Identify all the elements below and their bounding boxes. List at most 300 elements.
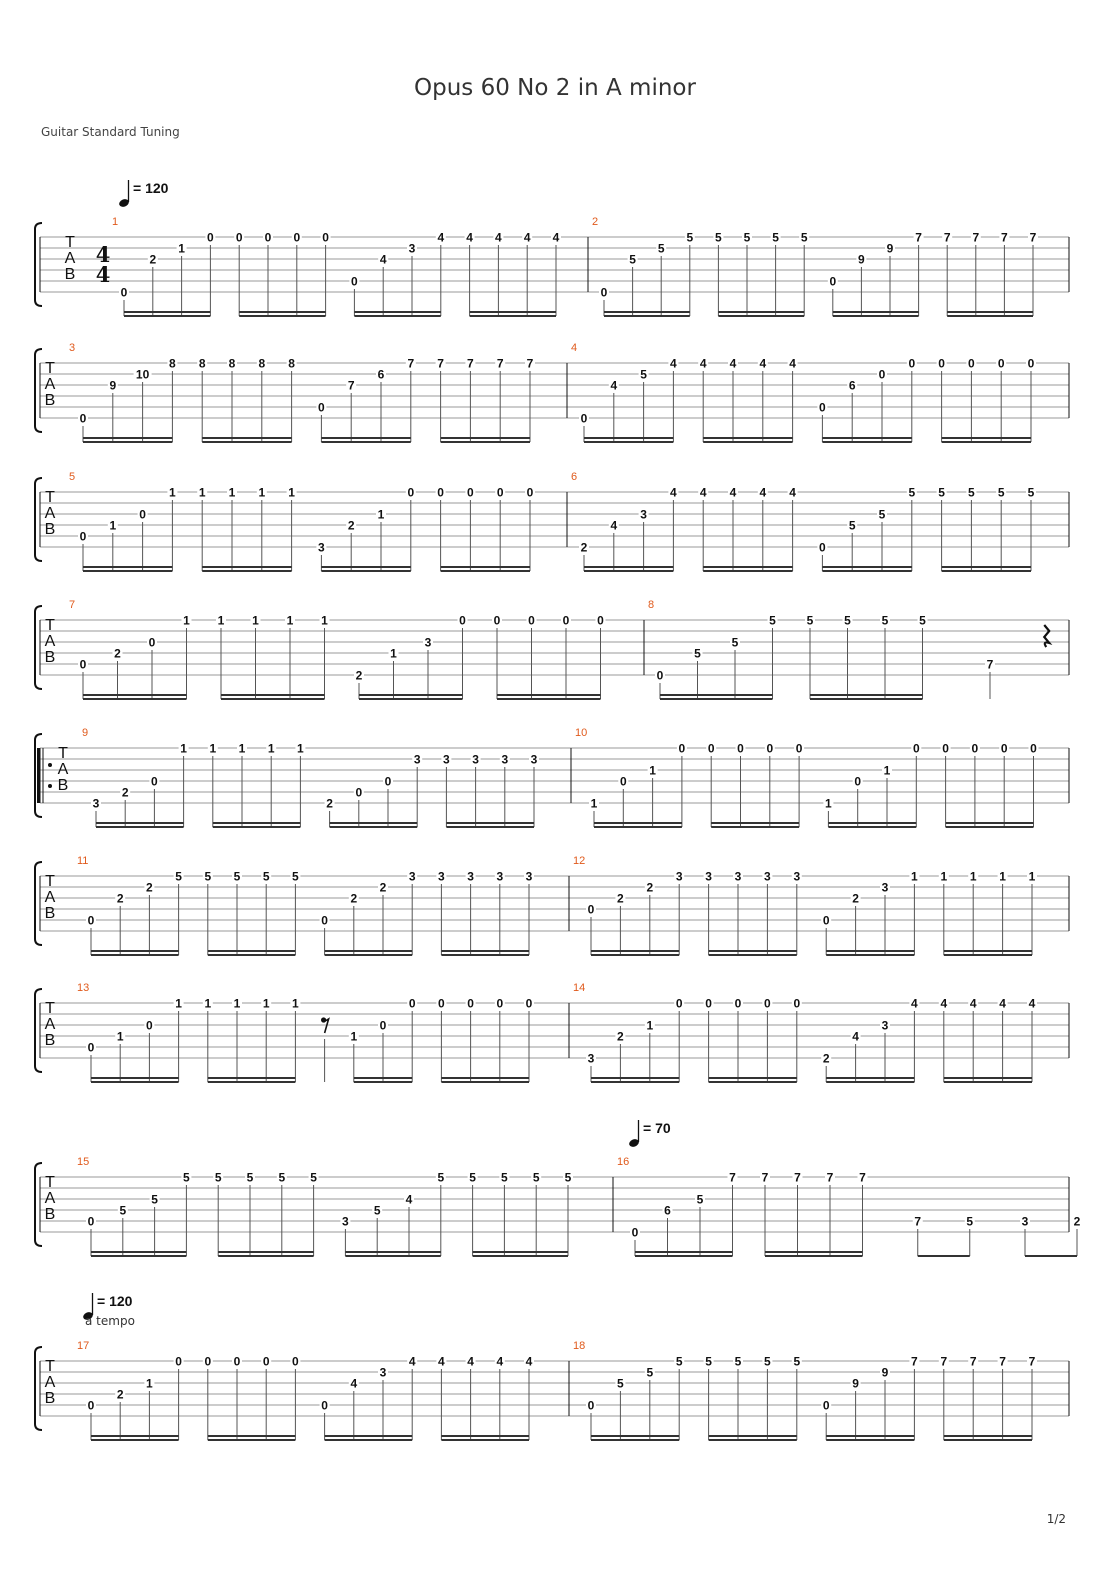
fret-number: 3 bbox=[472, 752, 479, 767]
fret-number: 7 bbox=[972, 230, 980, 245]
fret-number: 5 bbox=[629, 252, 636, 267]
fret-number: 1 bbox=[377, 507, 385, 522]
tab-letter: T bbox=[45, 1174, 55, 1191]
fret-number: 4 bbox=[852, 1029, 859, 1044]
fret-number: 5 bbox=[214, 1170, 222, 1185]
fret-number: 9 bbox=[858, 252, 865, 267]
fret-number: 4 bbox=[670, 485, 677, 500]
fret-number: 0 bbox=[148, 635, 156, 650]
fret-number: 4 bbox=[1028, 996, 1036, 1011]
tab-letter: B bbox=[44, 1390, 56, 1407]
measure-number: 18 bbox=[573, 1340, 586, 1352]
fret-number: 7 bbox=[526, 356, 534, 371]
fret-number: 0 bbox=[292, 1354, 299, 1369]
measure-number: 4 bbox=[571, 342, 578, 354]
fret-number: 5 bbox=[919, 613, 926, 628]
fret-number: 5 bbox=[233, 869, 241, 884]
fret-number: 7 bbox=[969, 1354, 977, 1369]
fret-number: 0 bbox=[766, 741, 774, 756]
measure-number: 3 bbox=[69, 342, 76, 354]
staff-system bbox=[35, 982, 1069, 1082]
fret-number: 4 bbox=[467, 1354, 474, 1369]
fret-number: 0 bbox=[1030, 741, 1037, 756]
repeat-dot bbox=[48, 784, 52, 788]
fret-number: 0 bbox=[587, 902, 595, 917]
measure-number: 13 bbox=[77, 982, 90, 994]
fret-number: 4 bbox=[438, 1354, 445, 1369]
fret-number: 1 bbox=[969, 869, 977, 884]
fret-number: 7 bbox=[1001, 230, 1008, 245]
fret-number: 0 bbox=[262, 1354, 270, 1369]
fret-number: 4 bbox=[405, 1192, 413, 1207]
fret-number: 7 bbox=[999, 1354, 1006, 1369]
tab-letter: A bbox=[44, 633, 56, 650]
measure-number: 8 bbox=[648, 599, 655, 611]
fret-number: 3 bbox=[379, 1365, 387, 1380]
fret-number: 0 bbox=[438, 996, 445, 1011]
fret-number: 1 bbox=[116, 1029, 124, 1044]
fret-number: 5 bbox=[694, 646, 701, 661]
fret-number: 0 bbox=[822, 1398, 830, 1413]
fret-number: 5 bbox=[743, 230, 751, 245]
fret-number: 3 bbox=[438, 869, 445, 884]
fret-number: 0 bbox=[1027, 356, 1035, 371]
fret-number: 2 bbox=[146, 880, 153, 895]
fret-number: 0 bbox=[264, 230, 272, 245]
fret-number: 1 bbox=[292, 996, 299, 1011]
fret-number: 4 bbox=[759, 485, 767, 500]
fret-number: 4 bbox=[789, 485, 796, 500]
fret-number: 0 bbox=[87, 913, 95, 928]
fret-number: 5 bbox=[938, 485, 945, 500]
system-bracket bbox=[35, 606, 42, 689]
fret-number: 4 bbox=[408, 1354, 416, 1369]
fret-number: 5 bbox=[734, 1354, 742, 1369]
fret-number: 0 bbox=[675, 996, 683, 1011]
fret-number: 1 bbox=[883, 763, 891, 778]
fret-number: 3 bbox=[587, 1051, 595, 1066]
tab-letter: T bbox=[45, 360, 55, 377]
fret-number: 1 bbox=[228, 485, 236, 500]
fret-number: 5 bbox=[640, 367, 647, 382]
fret-number: 5 bbox=[806, 613, 814, 628]
measure-number: 16 bbox=[617, 1156, 630, 1168]
fret-number: 3 bbox=[467, 869, 474, 884]
fret-number: 0 bbox=[526, 485, 534, 500]
fret-number: 7 bbox=[407, 356, 415, 371]
fret-number: 1 bbox=[390, 646, 397, 661]
fret-number: 1 bbox=[198, 485, 206, 500]
fret-number: 1 bbox=[286, 613, 294, 628]
tempo-mark bbox=[628, 1120, 671, 1148]
fret-number: 5 bbox=[151, 1192, 158, 1207]
fret-number: 0 bbox=[525, 996, 533, 1011]
staff-system bbox=[35, 471, 1069, 571]
fret-number: 1 bbox=[238, 741, 246, 756]
quarter-rest bbox=[1044, 625, 1049, 647]
time-signature-denominator: 4 bbox=[95, 262, 111, 287]
staff-system bbox=[35, 342, 1069, 442]
fret-number: 2 bbox=[852, 891, 859, 906]
fret-number: 0 bbox=[467, 485, 474, 500]
fret-number: 0 bbox=[795, 741, 803, 756]
fret-number: 2 bbox=[121, 785, 129, 800]
fret-number: 1 bbox=[321, 613, 328, 628]
fret-number: 0 bbox=[493, 613, 501, 628]
tab-letter: B bbox=[44, 1032, 56, 1049]
fret-number: 1 bbox=[233, 996, 241, 1011]
fret-number: 5 bbox=[908, 485, 916, 500]
fret-number: 5 bbox=[844, 613, 851, 628]
fret-number: 5 bbox=[1027, 485, 1035, 500]
fret-number: 0 bbox=[707, 741, 715, 756]
fret-number: 1 bbox=[262, 996, 270, 1011]
fret-number: 0 bbox=[87, 1398, 95, 1413]
staff-system bbox=[35, 727, 1069, 827]
fret-number: 0 bbox=[562, 613, 570, 628]
fret-number: 4 bbox=[466, 230, 473, 245]
fret-number: 0 bbox=[908, 356, 916, 371]
fret-number: 5 bbox=[646, 1365, 654, 1380]
fret-number: 8 bbox=[198, 356, 206, 371]
fret-number: 0 bbox=[87, 1040, 95, 1055]
measure-number: 5 bbox=[69, 471, 76, 483]
fret-number: 4 bbox=[670, 356, 677, 371]
fret-number: 0 bbox=[459, 613, 466, 628]
fret-number: 5 bbox=[246, 1170, 254, 1185]
fret-number: 0 bbox=[764, 996, 771, 1011]
fret-number: 2 bbox=[1073, 1214, 1081, 1229]
fret-number: 0 bbox=[528, 613, 535, 628]
fret-number: 0 bbox=[79, 411, 87, 426]
time-signature-numerator: 4 bbox=[95, 242, 111, 267]
fret-number: 0 bbox=[407, 485, 415, 500]
eighth-rest bbox=[324, 1019, 329, 1033]
measure-number: 7 bbox=[69, 599, 76, 611]
measure-number: 2 bbox=[592, 216, 599, 228]
fret-number: 1 bbox=[350, 1029, 358, 1044]
fret-number: 5 bbox=[469, 1170, 476, 1185]
fret-number: 7 bbox=[986, 657, 994, 672]
measure-number: 9 bbox=[82, 727, 89, 739]
fret-number: 1 bbox=[267, 741, 275, 756]
fret-number: 7 bbox=[940, 1354, 948, 1369]
measure-number: 14 bbox=[573, 982, 586, 994]
fret-number: 3 bbox=[764, 869, 771, 884]
fret-number: 0 bbox=[139, 507, 146, 522]
fret-number: 0 bbox=[322, 230, 329, 245]
fret-number: 4 bbox=[525, 1354, 533, 1369]
fret-number: 4 bbox=[552, 230, 560, 245]
fret-number: 2 bbox=[617, 891, 624, 906]
fret-number: 7 bbox=[794, 1170, 801, 1185]
fret-number: 0 bbox=[496, 485, 504, 500]
fret-number: 0 bbox=[79, 657, 87, 672]
fret-number: 5 bbox=[373, 1203, 381, 1218]
fret-number: 0 bbox=[496, 996, 504, 1011]
fret-number: 9 bbox=[886, 241, 894, 256]
tab-letter: B bbox=[44, 1206, 56, 1223]
fret-number: 1 bbox=[146, 1376, 153, 1391]
fret-number: 0 bbox=[587, 1398, 595, 1413]
tempo-mark bbox=[82, 1293, 135, 1328]
fret-number: 4 bbox=[495, 230, 502, 245]
repeat-thick-bar bbox=[37, 748, 40, 803]
fret-number: 5 bbox=[715, 230, 722, 245]
tab-letter: T bbox=[45, 489, 55, 506]
fret-number: 7 bbox=[437, 356, 444, 371]
measure-number: 15 bbox=[77, 1156, 90, 1168]
fret-number: 0 bbox=[819, 540, 826, 555]
measure-number: 6 bbox=[571, 471, 578, 483]
fret-number: 0 bbox=[351, 274, 358, 289]
fret-number: 0 bbox=[938, 356, 945, 371]
tempo-mark bbox=[118, 180, 169, 208]
fret-number: 5 bbox=[793, 1354, 801, 1369]
fret-number: 1 bbox=[825, 796, 832, 811]
fret-number: 4 bbox=[729, 485, 737, 500]
fret-number: 5 bbox=[119, 1203, 127, 1218]
fret-number: 5 bbox=[278, 1170, 286, 1185]
fret-number: 0 bbox=[379, 1018, 387, 1033]
fret-number: 5 bbox=[686, 230, 694, 245]
tab-letter: T bbox=[58, 745, 68, 762]
fret-number: 5 bbox=[772, 230, 779, 245]
fret-number: 5 bbox=[675, 1354, 683, 1369]
fret-number: 5 bbox=[800, 230, 808, 245]
fret-number: 3 bbox=[530, 752, 538, 767]
fret-number: 3 bbox=[496, 869, 504, 884]
fret-number: 4 bbox=[999, 996, 1006, 1011]
fret-number: 2 bbox=[580, 540, 588, 555]
fret-number: 3 bbox=[443, 752, 450, 767]
fret-number: 0 bbox=[321, 1398, 328, 1413]
tab-letter: T bbox=[45, 873, 55, 890]
fret-number: 7 bbox=[859, 1170, 866, 1185]
fret-number: 0 bbox=[355, 785, 363, 800]
system-bracket bbox=[35, 1163, 42, 1246]
fret-number: 7 bbox=[496, 356, 504, 371]
fret-number: 5 bbox=[881, 613, 889, 628]
fret-number: 0 bbox=[120, 285, 128, 300]
tab-letter: A bbox=[44, 376, 56, 393]
fret-number: 7 bbox=[943, 230, 951, 245]
fret-number: 2 bbox=[326, 796, 333, 811]
fret-number: 4 bbox=[610, 378, 618, 393]
fret-number: 8 bbox=[288, 356, 295, 371]
fret-number: 0 bbox=[878, 367, 886, 382]
fret-number: 1 bbox=[999, 869, 1006, 884]
measure-number: 12 bbox=[573, 855, 586, 867]
fret-number: 3 bbox=[92, 796, 100, 811]
fret-number: 1 bbox=[217, 613, 225, 628]
tab-letter: A bbox=[44, 1190, 56, 1207]
fret-number: 0 bbox=[384, 774, 392, 789]
fret-number: 5 bbox=[997, 485, 1005, 500]
fret-number: 4 bbox=[699, 485, 707, 500]
fret-number: 0 bbox=[619, 774, 627, 789]
fret-number: 4 bbox=[911, 996, 918, 1011]
fret-number: 0 bbox=[235, 230, 243, 245]
system-bracket bbox=[35, 862, 42, 945]
fret-number: 3 bbox=[881, 1018, 889, 1033]
fret-number: 4 bbox=[496, 1354, 504, 1369]
fret-number: 0 bbox=[997, 356, 1005, 371]
fret-number: 9 bbox=[109, 378, 117, 393]
fret-number: 1 bbox=[940, 869, 948, 884]
system-bracket bbox=[35, 223, 42, 306]
fret-number: 5 bbox=[769, 613, 776, 628]
fret-number: 0 bbox=[737, 741, 744, 756]
fret-number: 3 bbox=[734, 869, 742, 884]
fret-number: 1 bbox=[183, 613, 190, 628]
tab-letter: A bbox=[44, 505, 56, 522]
fret-number: 5 bbox=[262, 869, 270, 884]
fret-number: 10 bbox=[135, 367, 150, 382]
fret-number: 0 bbox=[146, 1018, 153, 1033]
fret-number: 0 bbox=[318, 400, 325, 415]
fret-number: 1 bbox=[258, 485, 266, 500]
fret-number: 5 bbox=[617, 1376, 624, 1391]
fret-number: 2 bbox=[646, 880, 654, 895]
fret-number: 1 bbox=[590, 796, 598, 811]
fret-number: 2 bbox=[350, 891, 358, 906]
fret-number: 2 bbox=[347, 518, 355, 533]
fret-number: 0 bbox=[971, 741, 979, 756]
tab-letter: A bbox=[57, 761, 69, 778]
fret-number: 8 bbox=[228, 356, 236, 371]
fret-number: 3 bbox=[1021, 1214, 1029, 1229]
fret-number: 3 bbox=[525, 869, 533, 884]
fret-number: 4 bbox=[759, 356, 767, 371]
fret-number: 5 bbox=[532, 1170, 540, 1185]
fret-number: 7 bbox=[729, 1170, 736, 1185]
fret-number: 0 bbox=[597, 613, 604, 628]
fret-number: 2 bbox=[114, 646, 121, 661]
fret-number: 7 bbox=[1029, 230, 1037, 245]
fret-number: 6 bbox=[377, 367, 385, 382]
staff-system bbox=[35, 1340, 1069, 1440]
fret-number: 0 bbox=[321, 913, 328, 928]
fret-number: 3 bbox=[408, 869, 416, 884]
fret-number: 2 bbox=[617, 1029, 624, 1044]
fret-number: 5 bbox=[764, 1354, 771, 1369]
fret-number: 2 bbox=[379, 880, 387, 895]
fret-number: 1 bbox=[178, 241, 185, 256]
score-title: Opus 60 No 2 in A minor bbox=[414, 75, 696, 101]
tab-letter: A bbox=[64, 250, 76, 267]
fret-number: 7 bbox=[915, 230, 922, 245]
fret-number: 5 bbox=[731, 635, 739, 650]
tab-letter: B bbox=[64, 266, 76, 283]
fret-number: 0 bbox=[293, 230, 301, 245]
fret-number: 5 bbox=[705, 1354, 712, 1369]
fret-number: 2 bbox=[116, 891, 124, 906]
fret-number: 4 bbox=[523, 230, 531, 245]
fret-number: 0 bbox=[968, 356, 975, 371]
fret-number: 5 bbox=[204, 869, 212, 884]
fret-number: 7 bbox=[911, 1354, 918, 1369]
fret-number: 0 bbox=[854, 774, 862, 789]
fret-number: 5 bbox=[437, 1170, 445, 1185]
fret-number: 1 bbox=[180, 741, 187, 756]
fret-number: 0 bbox=[151, 774, 158, 789]
tab-letter: T bbox=[65, 234, 75, 251]
fret-number: 0 bbox=[175, 1354, 182, 1369]
tab-letter: T bbox=[45, 1000, 55, 1017]
fret-number: 0 bbox=[233, 1354, 241, 1369]
fret-number: 0 bbox=[793, 996, 801, 1011]
fret-number: 1 bbox=[297, 741, 304, 756]
fret-number: 5 bbox=[657, 241, 665, 256]
fret-number: 5 bbox=[501, 1170, 508, 1185]
fret-number: 7 bbox=[347, 378, 355, 393]
fret-number: 4 bbox=[729, 356, 737, 371]
fret-number: 3 bbox=[881, 880, 889, 895]
fret-number: 1 bbox=[646, 1018, 654, 1033]
fret-number: 5 bbox=[183, 1170, 190, 1185]
tab-letter: B bbox=[57, 777, 69, 794]
tab-letter: B bbox=[44, 521, 56, 538]
fret-number: 5 bbox=[878, 507, 886, 522]
fret-number: 1 bbox=[649, 763, 656, 778]
system-bracket bbox=[35, 349, 42, 432]
fret-number: 0 bbox=[467, 996, 474, 1011]
fret-number: 0 bbox=[705, 996, 712, 1011]
fret-number: 0 bbox=[912, 741, 920, 756]
fret-number: 5 bbox=[696, 1192, 704, 1207]
fret-number: 4 bbox=[789, 356, 796, 371]
tempo-value: = 120 bbox=[133, 180, 169, 196]
fret-number: 7 bbox=[467, 356, 474, 371]
fret-number: 9 bbox=[852, 1376, 859, 1391]
fret-number: 0 bbox=[734, 996, 742, 1011]
fret-number: 4 bbox=[350, 1376, 358, 1391]
fret-number: 4 bbox=[969, 996, 977, 1011]
fret-number: 5 bbox=[848, 518, 856, 533]
tempo-value: = 70 bbox=[643, 1120, 671, 1136]
fret-number: 4 bbox=[379, 252, 387, 267]
fret-number: 1 bbox=[109, 518, 117, 533]
fret-number: 3 bbox=[318, 540, 325, 555]
fret-number: 5 bbox=[564, 1170, 572, 1185]
tab-letter: A bbox=[44, 1374, 56, 1391]
fret-number: 0 bbox=[631, 1225, 639, 1240]
fret-number: 0 bbox=[207, 230, 214, 245]
fret-number: 4 bbox=[610, 518, 618, 533]
fret-number: 3 bbox=[501, 752, 509, 767]
fret-number: 5 bbox=[310, 1170, 317, 1185]
fret-number: 4 bbox=[437, 230, 445, 245]
tempo-value: = 120 bbox=[97, 1293, 133, 1309]
fret-number: 1 bbox=[911, 869, 918, 884]
fret-number: 0 bbox=[1000, 741, 1008, 756]
fret-number: 8 bbox=[258, 356, 266, 371]
fret-number: 0 bbox=[87, 1214, 95, 1229]
fret-number: 0 bbox=[437, 485, 444, 500]
staff-systems bbox=[35, 180, 1082, 1440]
fret-number: 4 bbox=[699, 356, 707, 371]
system-bracket bbox=[35, 478, 42, 561]
tab-letter: B bbox=[44, 905, 56, 922]
fret-number: 1 bbox=[169, 485, 176, 500]
measure-number: 11 bbox=[77, 855, 89, 867]
fret-number: 3 bbox=[408, 241, 416, 256]
tab-letter: T bbox=[45, 1358, 55, 1375]
staff-system bbox=[35, 216, 1069, 316]
fret-number: 5 bbox=[175, 869, 182, 884]
fret-number: 3 bbox=[413, 752, 421, 767]
